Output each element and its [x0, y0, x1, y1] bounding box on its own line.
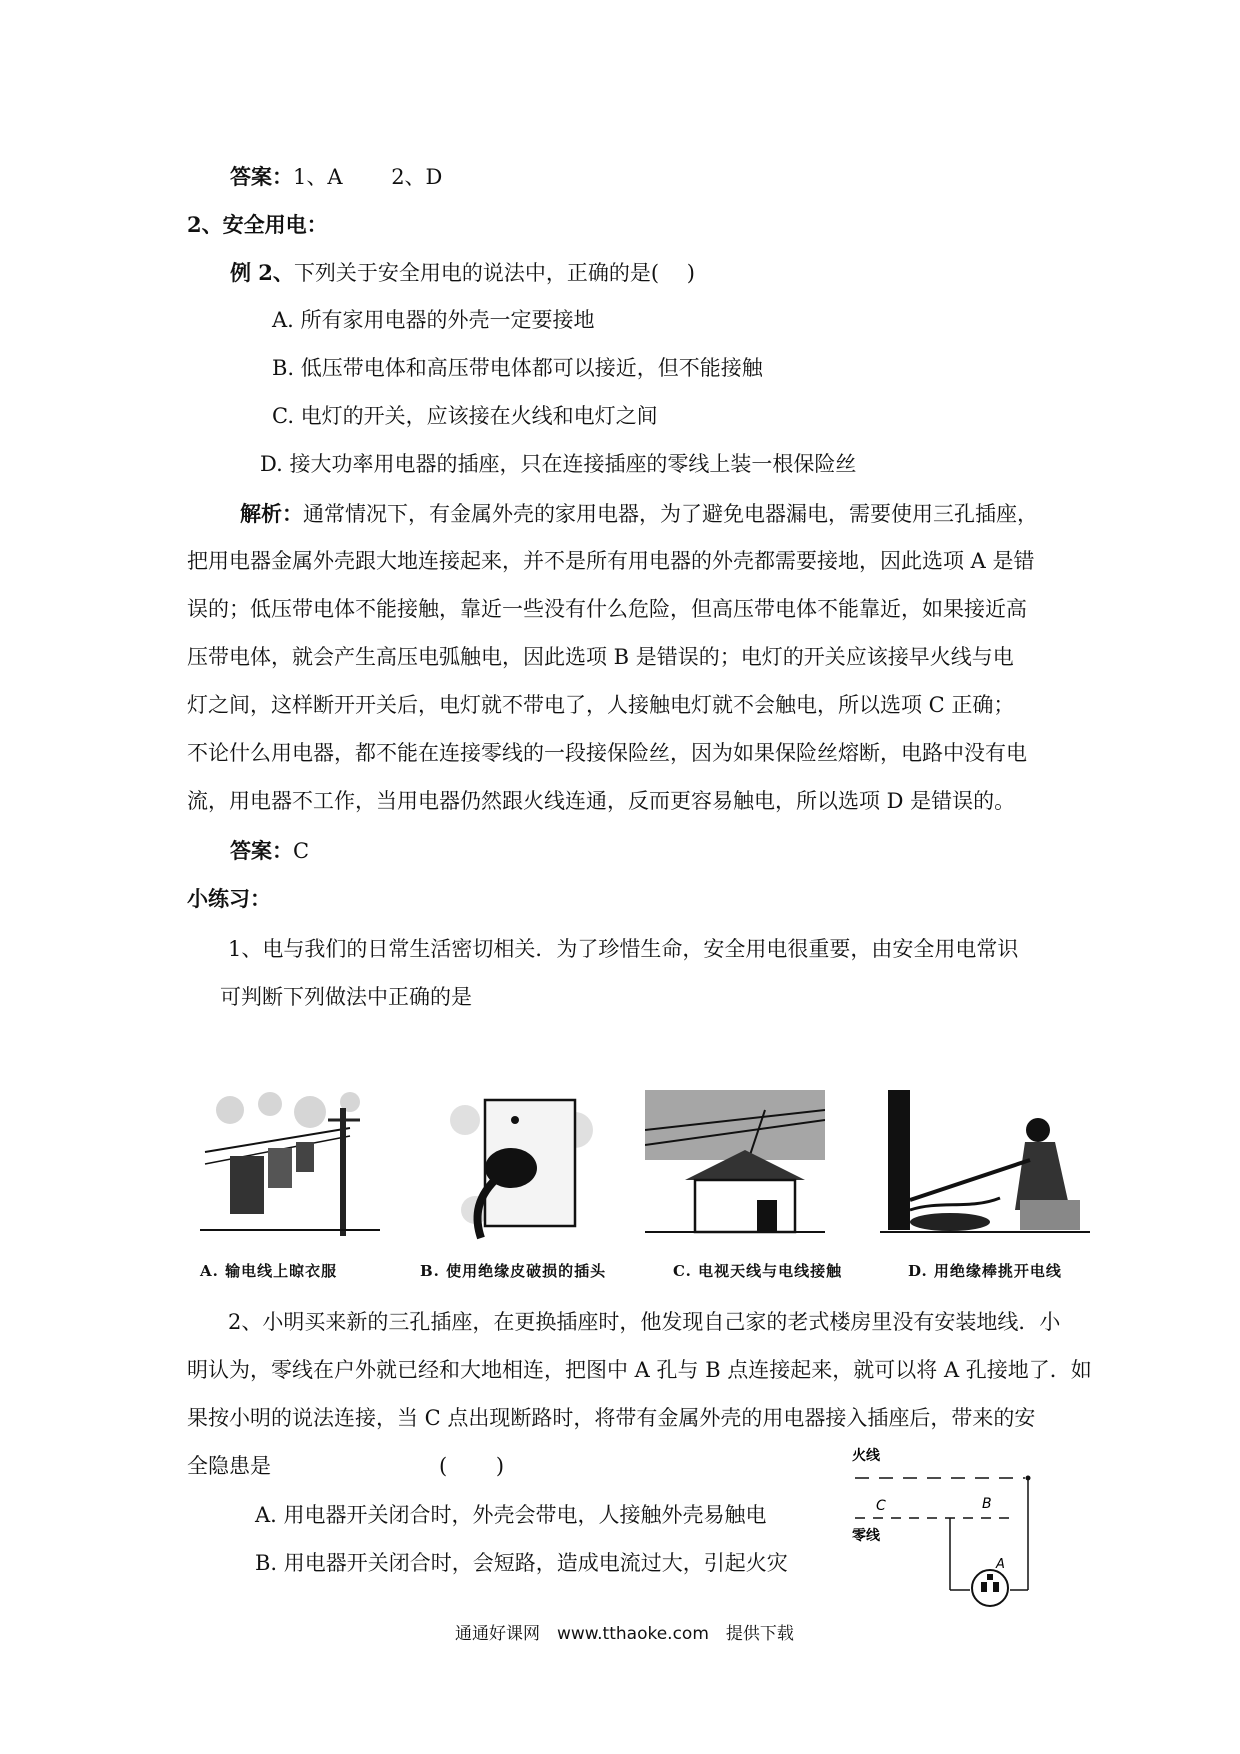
antenna-touching-wire-illustration	[645, 1090, 825, 1240]
q2-option-a: A. 用电器开关闭合时，外壳会带电，人接触外壳易触电	[255, 1503, 767, 1527]
diagram-label-neutral: 零线	[852, 1528, 880, 1544]
q2-line-3: 全隐患是 ( )	[187, 1454, 505, 1478]
option-c: C. 电灯的开关，应该接在火线和电灯之间	[272, 404, 658, 428]
analysis-line-4: 灯之间，这样断开开关后，电灯就不带电了，人接触电灯就不会触电，所以选项 C 正确；	[187, 693, 1015, 717]
analysis-line-1: 把用电器金属外壳跟大地连接起来，并不是所有用电器的外壳都需要接地，因此选项 A 是错	[187, 549, 1035, 573]
clothes-on-wire-illustration	[200, 1090, 380, 1240]
example-label: 例 2、	[230, 260, 294, 285]
analysis-line-2: 误的；低压带电体不能接触，靠近一些没有什么危险，但高压带电体不能靠近，如果接近高	[187, 597, 1027, 621]
q1-line-1: 可判断下列做法中正确的是	[220, 985, 472, 1009]
q1-caption-b: B. 使用绝缘皮破损的插头	[420, 1262, 607, 1280]
diagram-label-c: C	[876, 1498, 886, 1514]
option-d: D. 接大功率用电器的插座，只在连接插座的零线上装一根保险丝	[260, 452, 857, 476]
q2-line-1: 明认为，零线在户外就已经和大地相连，把图中 A 孔与 B 点连接起来，就可以将 A 孔接地了．如	[187, 1358, 1092, 1382]
q1-caption-d: D. 用绝缘棒挑开电线	[908, 1262, 1062, 1280]
analysis-line-0	[240, 501, 1038, 527]
diagram-label-b: B	[982, 1496, 992, 1512]
example-question-text: 下列关于安全用电的说法中，正确的是( )	[293, 261, 695, 285]
diagram-label-live: 火线	[852, 1448, 880, 1464]
analysis-line-6: 流，用电器不工作，当用电器仍然跟火线连通，反而更容易触电，所以选项 D 是错误的。	[187, 789, 1016, 813]
example-answer-label: 答案：	[230, 838, 293, 863]
page-footer: 通通好课网 www.tthaoke.com 提供下载	[455, 1624, 794, 1644]
example-answer	[230, 838, 309, 864]
analysis-line-0-text: 通常情况下，有金属外壳的家用电器，为了避免电器漏电，需要使用三孔插座，	[303, 502, 1038, 526]
q2-option-b: B. 用电器开关闭合时，会短路，造成电流过大，引起火灾	[255, 1551, 788, 1575]
q1-caption-c: C. 电视天线与电线接触	[673, 1262, 843, 1280]
socket-circuit-diagram	[850, 1440, 1050, 1610]
option-a: A. 所有家用电器的外壳一定要接地	[272, 308, 595, 332]
analysis-label: 解析：	[240, 501, 303, 526]
q1-caption-a: A. 输电线上晾衣服	[200, 1262, 338, 1280]
answer-label: 答案：	[230, 164, 293, 189]
diagram-label-a: A	[996, 1557, 1005, 1572]
q2-line-0: 2、小明买来新的三孔插座，在更换插座时，他发现自己家的老式楼房里没有安装地线．小	[228, 1310, 1061, 1334]
damaged-plug-illustration	[445, 1090, 595, 1240]
insulated-rod-illustration	[880, 1090, 1090, 1240]
answer-text: 1、A 2、D	[293, 165, 443, 189]
analysis-line-5: 不论什么用电器，都不能在连接零线的一段接保险丝，因为如果保险丝熔断，电路中没有电	[187, 741, 1027, 765]
answer-line-1	[230, 164, 442, 190]
q2-line-2: 果按小明的说法连接，当 C 点出现断路时，将带有金属外壳的用电器接入插座后，带来的安	[187, 1406, 1036, 1430]
practice-title: 小练习：	[187, 886, 271, 911]
section-title-safety: 2、安全用电：	[187, 212, 328, 237]
example-2-question	[230, 260, 695, 286]
example-answer-value: C	[293, 839, 310, 863]
q1-line-0: 1、电与我们的日常生活密切相关．为了珍惜生命，安全用电很重要，由安全用电常识	[228, 937, 1019, 961]
analysis-line-3: 压带电体，就会产生高压电弧触电，因此选项 B 是错误的；电灯的开关应该接早火线与电	[187, 645, 1014, 669]
option-b: B. 低压带电体和高压带电体都可以接近，但不能接触	[272, 356, 763, 380]
